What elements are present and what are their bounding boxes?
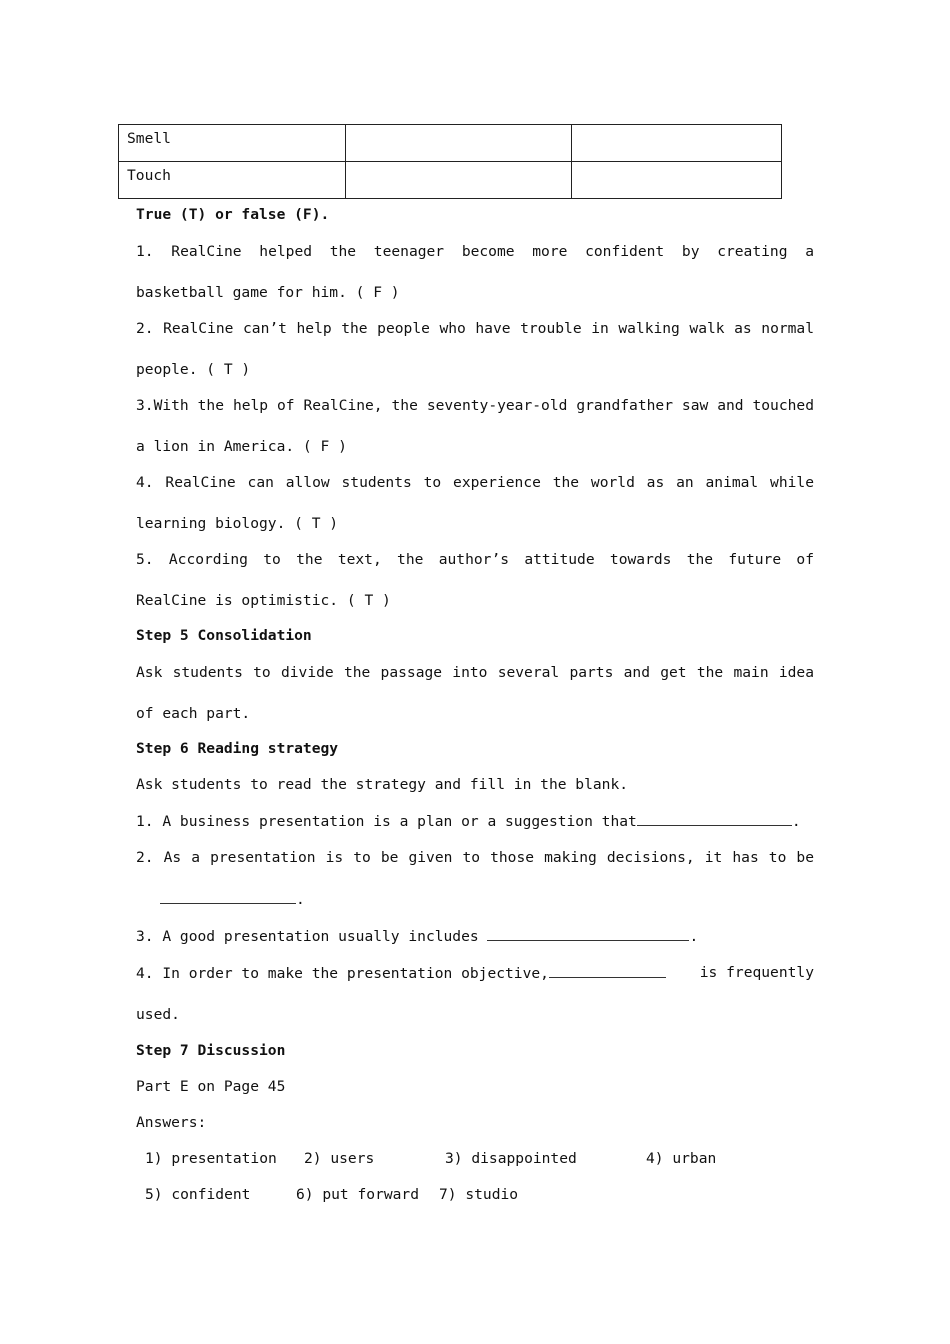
answer-item: 6) put forward — [296, 1186, 420, 1203]
answer-item: 5) confident — [145, 1186, 251, 1203]
answers-row-2 — [136, 1185, 814, 1205]
question-text-end: is frequently — [699, 964, 814, 981]
tf-item-1: 1. RealCine helped the teenager become more confident by creating a basketball game for him. ( F ) — [136, 242, 814, 301]
step7-part: Part E on Page 45 — [136, 1078, 286, 1095]
step5-heading: Step 5 Consolidation — [136, 627, 312, 644]
tf-item-2: 2. RealCine can’t help the people who have trouble in walking walk as normal people. ( T ) — [136, 319, 814, 378]
question-text-start: 4. In order to make the presentation objective, — [136, 965, 549, 982]
answers-label: Answers: — [136, 1114, 207, 1131]
step6-question-2-blank: . — [136, 889, 814, 910]
answer-blank[interactable] — [637, 811, 792, 826]
table-cell-label: Smell — [119, 125, 346, 162]
answer-blank[interactable] — [160, 889, 296, 904]
tf-item-5: 5. According to the text, the author’s attitude towards the future of RealCine is optimistic. ( T ) — [136, 550, 814, 609]
step6-question-1: 1. A business presentation is a plan or a suggestion that . — [136, 813, 801, 830]
document-body — [136, 205, 814, 1205]
table-cell — [572, 162, 782, 199]
step6-question-2: 2. As a presentation is to be given to those making decisions, it has to be — [136, 849, 814, 866]
step7-heading: Step 7 Discussion — [136, 1042, 286, 1059]
answer-blank[interactable] — [487, 926, 689, 941]
step6-heading: Step 6 Reading strategy — [136, 740, 339, 757]
step6-intro: Ask students to read the strategy and fill in the blank. — [136, 776, 629, 793]
answers-row-1 — [136, 1149, 814, 1169]
question-text — [136, 963, 666, 984]
answer-blank[interactable] — [549, 963, 666, 978]
answer-item: 3) disappointed — [445, 1150, 577, 1167]
answer-item: 4) urban — [646, 1150, 717, 1167]
step6-question-4-end: used. — [136, 1006, 180, 1023]
table-cell — [346, 125, 572, 162]
tf-heading: True (T) or false (F). — [136, 206, 330, 223]
step6-question-3: 3. A good presentation usually includes . — [136, 928, 699, 945]
answer-item: 2) users — [304, 1150, 375, 1167]
table-row — [119, 125, 782, 162]
senses-table — [118, 124, 782, 199]
table-cell — [346, 162, 572, 199]
table-row — [119, 162, 782, 199]
answer-item: 1) presentation — [145, 1150, 277, 1167]
answer-item: 7) studio — [439, 1186, 519, 1203]
table-cell-label: Touch — [119, 162, 346, 199]
table-cell — [572, 125, 782, 162]
question-text: 3. A good presentation usually includes — [136, 928, 479, 945]
question-text: 1. A business presentation is a plan or a suggestion that — [136, 813, 637, 830]
tf-item-4: 4. RealCine can allow students to experience the world as an animal while learning biology. ( T ) — [136, 473, 814, 532]
tf-item-3: 3.With the help of RealCine, the seventy-year-old grandfather saw and touched a lion in America. ( F ) — [136, 396, 814, 455]
step6-question-4 — [136, 963, 814, 984]
step5-text: Ask students to divide the passage into several parts and get the main idea of each part. — [136, 663, 814, 722]
